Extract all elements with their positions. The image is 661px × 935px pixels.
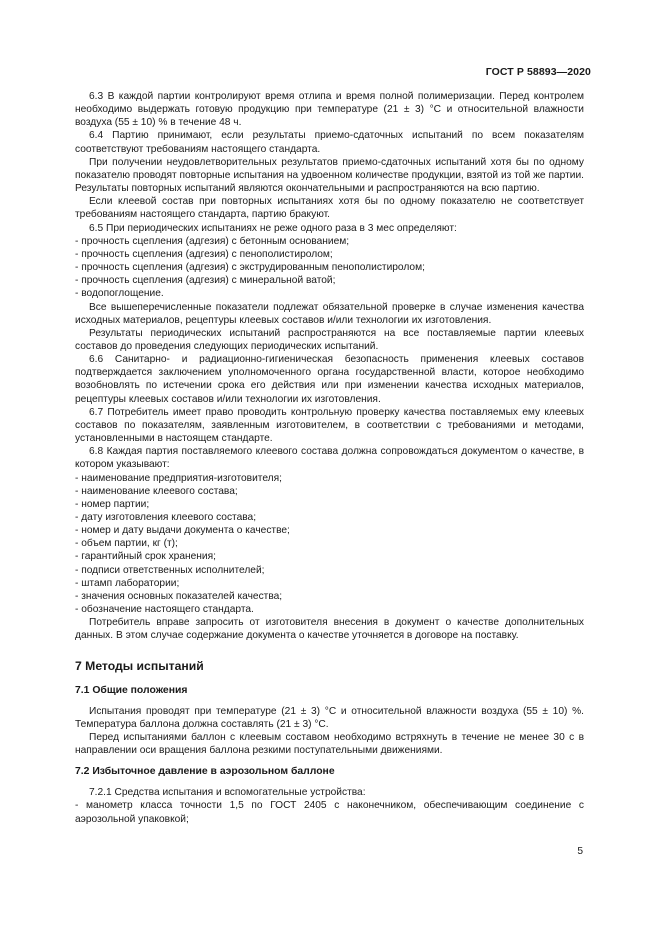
page-number: 5	[577, 846, 583, 857]
clause-6-6: 6.6 Санитарно- и радиационно-гигиеническая безопасность применения клеевых составов подтверждается заключением уполномоченного органа государственной власти, которое необходимо возобновлять по истечении срока его действия или при изменении качества исходных материалов, рецептуры клеевых составов и/или технологии их изготовления.	[75, 354, 584, 405]
list-item: - гарантийный срок хранения;	[75, 551, 216, 563]
list-item: - штамп лаборатории;	[75, 577, 180, 589]
paragraph-reject: Если клеевой состав при повторных испытаниях хотя бы по одному показателю не соответствует требованиям настоящего стандарта, партию бракуют.	[75, 196, 584, 221]
list-item: - наименование предприятия-изготовителя;	[75, 472, 282, 484]
list-item: - манометр класса точности 1,5 по ГОСТ 2405 с наконечником, обеспечивающим соединение с аэрозольной упаковкой;	[75, 800, 584, 825]
standard-designation: ГОСТ Р 58893—2020	[485, 66, 591, 78]
list-item: - прочность сцепления (адгезия) с минеральной ватой;	[75, 275, 336, 287]
clause-6-5: 6.5 При периодических испытаниях не реже одного раза в 3 мес определяют:	[89, 222, 457, 234]
list-item: - номер и дату выдачи документа о качестве;	[75, 525, 290, 537]
clause-6-7: 6.7 Потребитель имеет право проводить контрольную проверку качества поставляемых ему клеевых составов по показателям, заявленным изготовителем, в соответствии с требованиями и методами, установленными в настоящем стандарте.	[75, 406, 584, 445]
list-item: - наименование клеевого состава;	[75, 485, 238, 497]
list-item: - номер партии;	[75, 498, 150, 510]
paragraph-shake: Перед испытаниями баллон с клеевым составом необходимо встряхнуть в течение не менее 30 с в направлении оси вращения баллона резкими поступательными движениями.	[75, 731, 584, 757]
paragraph-periodic-results: Результаты периодических испытаний распространяются на все поставляемые партии клеевых составов до проведения следующих периодических испытаний.	[75, 327, 584, 352]
list-item: - прочность сцепления (адгезия) с экструдированным пенополистиролом;	[75, 262, 425, 274]
list-item: - объем партии, кг (т);	[75, 538, 178, 550]
subsection-7-2-heading: 7.2 Избыточное давление в аэрозольном баллоне	[75, 766, 335, 778]
paragraph-mandatory-check: Все вышеперечисленные показатели подлежат обязательной проверке в случае изменения качества исходных материалов, рецептуры клеевых составов и/или технологии их изготовления.	[75, 301, 584, 326]
document-body	[75, 90, 584, 826]
paragraph-extra-data: Потребитель вправе запросить от изготовителя внесения в документ о качестве дополнительных данных. В этом случае содержание документа о качестве уточняется в договоре на поставку.	[75, 617, 584, 642]
list-item: - значения основных показателей качества;	[75, 590, 283, 602]
clause-6-3: 6.3 В каждой партии контролируют время отлипа и время полной полимеризации. Перед контролем необходимо выдержать готовую продукцию при температуре (21 ± 3) °С и относительной влажности воздуха (55 ± 10) % в течение 48 ч.	[75, 91, 584, 129]
paragraph-test-conditions: Испытания проводят при температуре (21 ± 3) °С и относительной влажности воздуха (55 ± 10) %. Температура баллона должна составлять (21 ± 3) °С.	[75, 705, 584, 730]
list-item: - обозначение настоящего стандарта.	[75, 604, 254, 616]
clause-6-4: 6.4 Партию принимают, если результаты приемо-сдаточных испытаний по всем показателям соответствуют требованиям настоящего стандарта.	[75, 130, 584, 155]
subsection-7-1-heading: 7.1 Общие положения	[75, 684, 188, 696]
paragraph-retest: При получении неудовлетворительных результатов приемо-сдаточных испытаний хотя бы по одному показателю проводят повторные испытания на удвоенном количестве продукции, взятой из той же партии. Результаты повторных испытаний являются окончательными и распространяются на всю партию.	[75, 156, 584, 195]
list-item: - дату изготовления клеевого состава;	[75, 512, 257, 523]
list-item: - прочность сцепления (адгезия) с бетонным основанием;	[75, 235, 350, 247]
clause-6-8: 6.8 Каждая партия поставляемого клеевого состава должна сопровождаться документом о качестве, в котором указывают:	[75, 446, 584, 471]
list-item: - прочность сцепления (адгезия) с пенополистиролом;	[75, 248, 333, 260]
list-item: - водопоглощение.	[75, 288, 164, 300]
section-7-heading: 7 Методы испытаний	[75, 658, 204, 673]
clause-7-2-1: 7.2.1 Средства испытания и вспомогательные устройства:	[89, 787, 366, 799]
list-item: - подписи ответственных исполнителей;	[75, 564, 265, 576]
